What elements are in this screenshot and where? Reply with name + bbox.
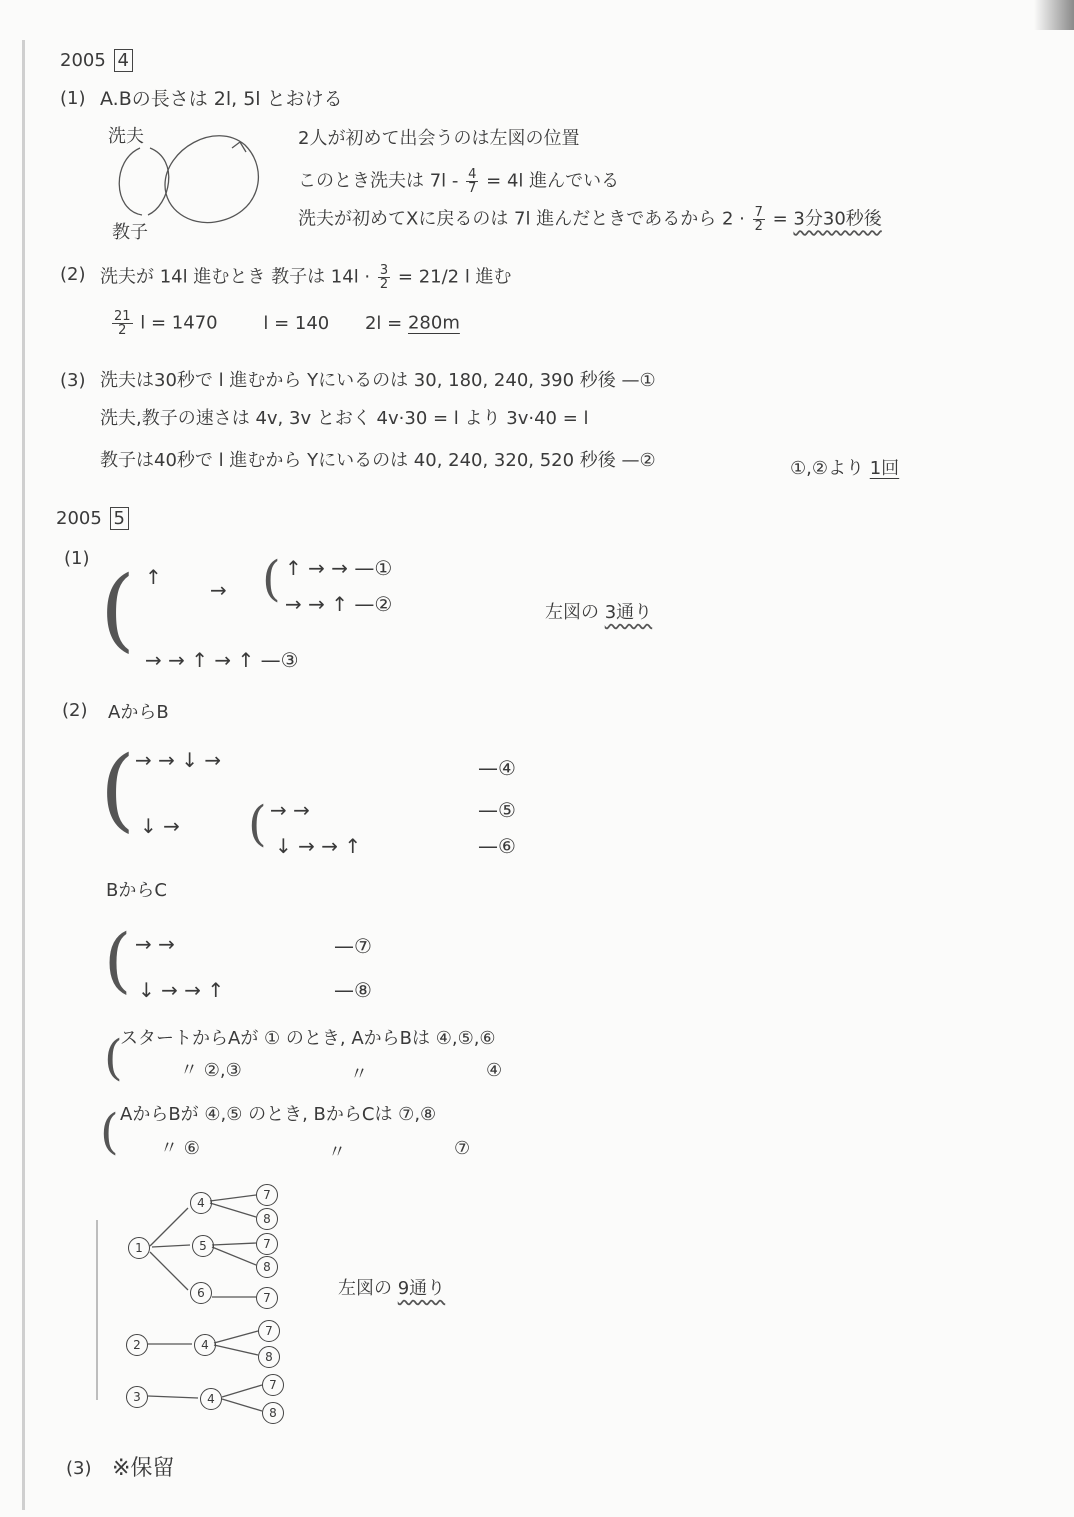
p5-q1-brace: ( [100,557,136,662]
cond1-line2a: 〃 ②,③ [180,1060,242,1081]
cond2-line1: AからBが ④,⑤ のとき, BからCは ⑦,⑧ [120,1104,437,1125]
diagram-label-top: 洗夫 [108,126,144,147]
q2-line2-c: 2l = [364,312,403,334]
p5-q1-summary-a: 左図の [545,602,599,623]
q1-line1: A.Bの長さは 2l, 5l とおける [100,88,343,110]
tree-leaf-7c: 7 [256,1287,278,1309]
cond1-line2b: 〃 [350,1064,368,1085]
tree-node-4b: 4 [194,1334,216,1356]
ab-row2b-tag: —⑤ [478,798,516,822]
p5-q2-summary [338,1280,445,1298]
bc-row2-tag: —⑧ [334,978,372,1002]
q3-label: (3) [60,370,86,391]
cond2-line2b: 〃 [328,1142,346,1163]
bc-row1: → → [135,932,175,956]
fraction-denominator: 2 [754,219,763,234]
q1-line3-b: = 4l 進んでいる [486,170,620,192]
tree-leaf-8e: 8 [262,1402,284,1424]
q3-conclusion-a: ①,②より [790,458,864,479]
tree-leaf-7a: 7 [256,1184,278,1206]
p5-q3-text: ※保留 [112,1456,175,1481]
bc-row1-tag: —⑦ [334,934,372,958]
tree-node-4c: 4 [200,1388,222,1410]
tree-node-4a: 4 [190,1192,212,1214]
bc-brace: ( [104,919,132,1001]
section-year: 2005 [60,50,106,71]
q3-line3: 教子は40秒で l 進むから Yにいるのは 40, 240, 320, 520 秒後 —② [100,450,656,471]
tree-node-2: 2 [126,1334,148,1356]
q1-label: (1) [60,88,86,109]
cond1-brace: ( [104,1030,123,1086]
ab-brace: ( [100,737,136,842]
ab-inner-brace: ( [248,796,267,852]
tree-leaf-7b: 7 [256,1233,278,1255]
q3-line2: 洗夫,教子の速さは 4v, 3v とおく 4v·30 = l より 3v·40 = l [100,408,589,429]
q1-answer: 3分30秒後 [793,208,882,230]
q2-line2-a: l = 1470 [140,312,218,334]
tree-node-3: 3 [126,1386,148,1408]
ab-row2a: ↓ → [140,814,180,838]
q1-line4-a: 洗夫が初めてXに戻るのは 7l 進んだときであるから 2 · [298,208,745,230]
section-number: 5 [110,507,129,530]
q2-line1-b: = 21/2 l 進む [397,266,512,288]
q3-line1: 洗夫は30秒で l 進むから Yにいるのは 30, 180, 240, 390 秒後 —① [100,370,656,391]
fraction-numerator: 21 [114,309,131,324]
q2-line2-b: l = 140 [263,312,330,334]
p5-q1-label: (1) [64,548,90,569]
ab-row1-tag: —④ [478,756,516,780]
bc-title: BからC [106,880,167,901]
fraction-numerator: 7 [754,205,763,220]
tree-leaf-7e: 7 [262,1374,284,1396]
p5-q1-row3: → → ↑ → ↑ —③ [145,648,299,672]
p5-q3-label: (3) [66,1458,92,1479]
tree-node-6: 6 [190,1282,212,1304]
cond1-line1: スタートからAが ① のとき, AからBは ④,⑤,⑥ [120,1028,496,1049]
diagram-label-bottom: 教子 [112,222,148,243]
tree-leaf-8a: 8 [256,1208,278,1230]
p5-q2-label: (2) [62,700,88,721]
p5-q2-answer: 9通り [397,1278,446,1299]
p5-q1-row2: → → ↑ —② [285,592,393,616]
section-number: 4 [114,49,133,72]
ab-title: AからB [108,702,169,723]
fraction-numerator: 4 [468,167,477,182]
q3-answer: 1回 [869,458,900,479]
ab-row1: → → ↓ → [135,748,222,772]
p5-q2-summary-a: 左図の [338,1278,392,1299]
p5-q1-row1b: → [210,578,227,602]
fraction-denominator: 2 [118,323,127,338]
cond1-line2c: ④ [486,1060,503,1081]
fraction-numerator: 3 [379,263,389,278]
ab-row3: ↓ → → ↑ [275,834,362,858]
fraction-denominator: 2 [379,277,389,292]
section-year: 2005 [56,508,102,529]
tree-leaf-7d: 7 [258,1320,280,1342]
q2-answer: 280m [407,312,460,334]
q2-line1-a: 洗夫が 14l 進むとき 教子は 14l · [100,266,371,288]
bc-row2: ↓ → → ↑ [138,978,225,1002]
p5-q1-row1c: ↑ → → —① [285,556,393,580]
p5-q1-answer: 3通り [604,602,653,623]
cond2-brace: ( [100,1104,119,1160]
p5-q1-row1a: ↑ [145,565,162,589]
q1-line2: 2人が初めて出会うのは左図の位置 [298,128,580,149]
q2-label: (2) [60,264,86,285]
tree-leaf-8b: 8 [256,1256,278,1278]
q1-line4-b: = [772,208,788,230]
fraction-denominator: 7 [468,181,477,196]
p5-q1-inner-brace: ( [262,551,281,607]
q1-line3-a: このとき洗夫は 7l - [298,170,459,192]
tree-node-5: 5 [192,1235,214,1257]
cond2-line2a: 〃 ⑥ [160,1138,200,1159]
ab-row3-tag: —⑥ [478,834,516,858]
tree-node-1: 1 [128,1237,150,1259]
cond2-line2c: ⑦ [454,1138,471,1159]
ab-row2b: → → [270,798,310,822]
tree-leaf-8d: 8 [258,1346,280,1368]
